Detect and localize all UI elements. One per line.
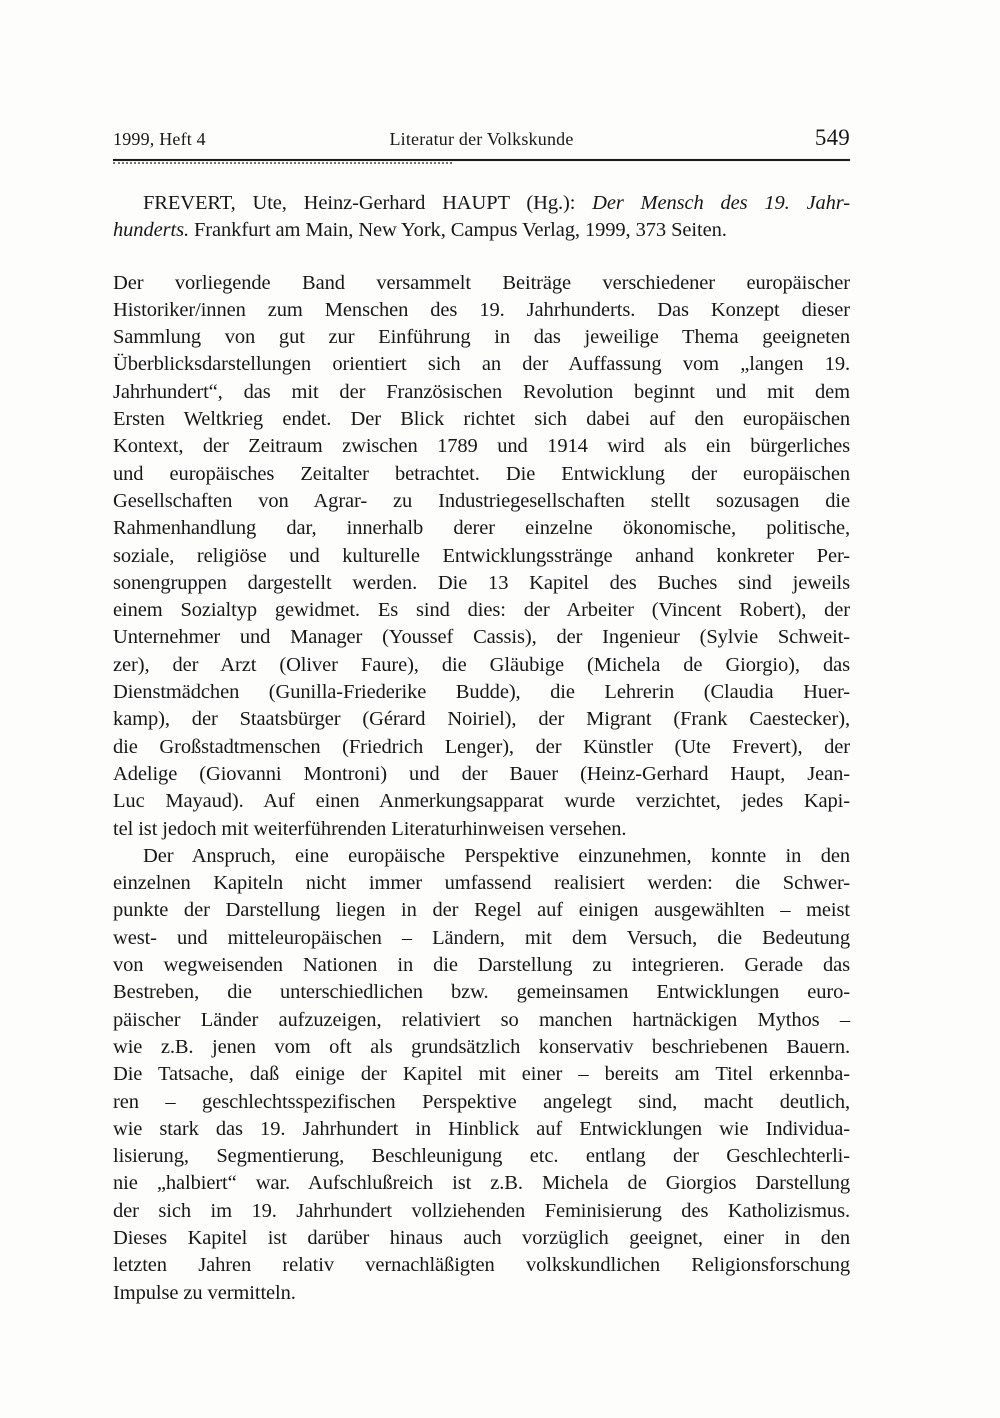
- header-rule-line: [113, 159, 850, 161]
- text-line: [113, 652, 850, 679]
- text-segment: die Großstadtmenschen (Friedrich Lenger), der Künstler (Ute Frevert), der: [113, 735, 850, 758]
- text-segment: Bestreben, die unterschiedlichen bzw. gemeinsamen Entwicklungen euro-: [113, 981, 850, 1004]
- text-line: [113, 1034, 850, 1061]
- text-segment: Dieses Kapitel ist darüber hinaus auch vorzüglich geeignet, einer in den: [113, 1226, 850, 1249]
- review-body-text: [113, 270, 850, 1307]
- text-line: [113, 270, 850, 297]
- text-segment: wie z.B. jenen vom oft als grundsätzlich konservativ beschriebenen Bauern.: [113, 1035, 850, 1058]
- text-segment: FREVERT, Ute, Heinz-Gerhard HAUPT (Hg.):: [143, 192, 593, 214]
- text-segment: Überblicksdarstellungen orientiert sich an der Auffassung vom „langen 19.: [113, 353, 850, 376]
- text-segment: punkte der Darstellung liegen in der Regel auf einigen ausgewählten – meist: [113, 899, 850, 922]
- text-line: [113, 1007, 850, 1034]
- text-segment: Impulse zu vermitteln.: [113, 1281, 296, 1304]
- text-line: [113, 190, 850, 217]
- text-line: [113, 1089, 850, 1116]
- text-line: [113, 543, 850, 570]
- text-line: [113, 406, 850, 433]
- text-line: [113, 515, 850, 542]
- text-segment: tel ist jedoch mit weiterführenden Literaturhinweisen versehen.: [113, 817, 627, 840]
- text-line: [113, 706, 850, 733]
- text-line: [113, 297, 850, 324]
- text-segment: der sich im 19. Jahrhundert vollziehenden Feminisierung des Katholizismus.: [113, 1199, 850, 1222]
- text-segment: lisierung, Segmentierung, Beschleunigung etc. entlang der Geschlechterli-: [113, 1145, 850, 1168]
- text-segment: soziale, religiöse und kulturelle Entwicklungsstränge anhand konkreter Per-: [113, 544, 850, 567]
- text-line: [113, 1143, 850, 1170]
- text-segment: Ersten Weltkrieg endet. Der Blick richtet sich dabei auf den europäischen: [113, 408, 850, 431]
- text-line: [113, 1170, 850, 1197]
- text-line: [113, 897, 850, 924]
- text-line: [113, 433, 850, 460]
- text-segment: Dienstmädchen (Gunilla-Friederike Budde), die Lehrerin (Claudia Huer-: [113, 681, 850, 704]
- text-segment: letzten Jahren relativ vernachläßigten volkskundlichen Religionsforschung: [113, 1254, 850, 1277]
- text-line: [113, 217, 850, 244]
- text-segment: Historiker/innen zum Menschen des 19. Jahrhunderts. Das Konzept dieser: [113, 298, 850, 321]
- text-segment: west- und mitteleuropäischen – Ländern, mit dem Versuch, die Bedeutung: [113, 926, 850, 949]
- text-line: [113, 761, 850, 788]
- text-segment: ren – geschlechtsspezifischen Perspektive angelegt sind, macht deutlich,: [113, 1090, 850, 1113]
- text-line: [113, 570, 850, 597]
- text-line: [113, 734, 850, 761]
- text-line: [113, 979, 850, 1006]
- text-segment: von wegweisenden Nationen in die Darstellung zu integrieren. Gerade das: [113, 954, 850, 977]
- text-line: [113, 379, 850, 406]
- text-line: [113, 870, 850, 897]
- text-line: [113, 1252, 850, 1279]
- text-line: [113, 788, 850, 815]
- text-line: [113, 324, 850, 351]
- text-segment: Gesellschaften von Agrar- zu Industriegesellschaften stellt sozusagen die: [113, 489, 850, 512]
- header-rule-scan-echo: [113, 162, 452, 164]
- text-line: [113, 461, 850, 488]
- text-line: [113, 925, 850, 952]
- text-line: [113, 1198, 850, 1225]
- text-line: [113, 1280, 850, 1307]
- page-number: 549: [814, 125, 850, 150]
- text-segment: päischer Länder aufzuzeigen, relativiert so manchen hartnäckigen Mythos –: [113, 1008, 850, 1031]
- text-line: [113, 488, 850, 515]
- issue-info: 1999, Heft 4: [113, 129, 206, 149]
- text-line: [113, 351, 850, 378]
- italic-text-segment: Der Mensch des 19. Jahr-: [592, 192, 850, 214]
- text-segment: Die Tatsache, daß einige der Kapitel mit einer – bereits am Titel erkennba-: [113, 1063, 850, 1086]
- book-citation: [113, 190, 850, 245]
- text-segment: Kontext, der Zeitraum zwischen 1789 und 1914 wird als ein bürgerliches: [113, 435, 850, 458]
- text-line: [113, 1116, 850, 1143]
- text-segment: Unternehmer und Manager (Youssef Cassis), der Ingenieur (Sylvie Schweit-: [113, 626, 850, 649]
- text-segment: und europäisches Zeitalter betrachtet. Die Entwicklung der europäischen: [113, 462, 850, 485]
- text-line: [113, 1225, 850, 1252]
- text-segment: sonengruppen dargestellt werden. Die 13 Kapitel des Buches sind jeweils: [113, 571, 850, 594]
- text-line: [113, 952, 850, 979]
- text-line: [113, 1061, 850, 1088]
- text-line: [113, 843, 850, 870]
- text-segment: Frankfurt am Main, New York, Campus Verlag, 1999, 373 Seiten.: [188, 219, 727, 242]
- text-segment: nie „halbiert“ war. Aufschlußreich ist z.B. Michela de Giorgios Darstellung: [113, 1172, 850, 1195]
- text-line: [113, 679, 850, 706]
- text-segment: zer), der Arzt (Oliver Faure), die Gläubige (Michela de Giorgio), das: [113, 653, 850, 676]
- text-segment: einem Sozialtyp gewidmet. Es sind dies: der Arbeiter (Vincent Robert), der: [113, 599, 850, 622]
- page-header: [113, 126, 850, 151]
- text-line: [113, 624, 850, 651]
- text-segment: Rahmenhandlung dar, innerhalb derer einzelne ökonomische, politische,: [113, 517, 850, 540]
- text-segment: Jahrhundert“, das mit der Französischen Revolution beginnt und mit dem: [113, 380, 850, 403]
- header-rule: [113, 159, 850, 164]
- text-line: [113, 597, 850, 624]
- text-segment: Der Anspruch, eine europäische Perspektive einzunehmen, konnte in den: [143, 844, 850, 867]
- text-segment: kamp), der Staatsbürger (Gérard Noiriel), der Migrant (Frank Caestecker),: [113, 708, 850, 731]
- text-segment: wie stark das 19. Jahrhundert in Hinblick auf Entwicklungen wie Individua-: [113, 1117, 850, 1140]
- text-segment: einzelnen Kapiteln nicht immer umfassend realisiert werden: die Schwer-: [113, 872, 850, 895]
- text-segment: Der vorliegende Band versammelt Beiträge verschiedener europäischer: [113, 271, 850, 294]
- italic-text-segment: hunderts.: [113, 219, 189, 242]
- text-segment: Adelige (Giovanni Montroni) und der Bauer (Heinz-Gerhard Haupt, Jean-: [113, 762, 850, 785]
- text-segment: Sammlung von gut zur Einführung in das jeweilige Thema geeigneten: [113, 326, 850, 349]
- text-line: [113, 816, 850, 843]
- text-segment: Luc Mayaud). Auf einen Anmerkungsapparat wurde verzichtet, jedes Kapi-: [113, 790, 850, 813]
- journal-section-title: Literatur der Volkskunde: [389, 129, 574, 149]
